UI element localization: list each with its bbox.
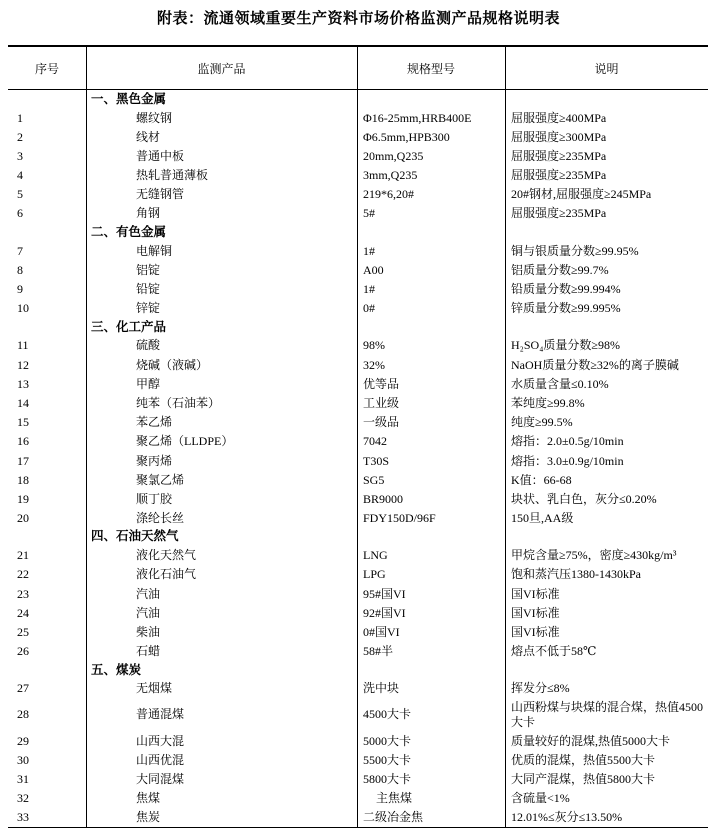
spec-cell: 3mm,Q235 [363, 168, 418, 183]
spec-cell: 5800大卡 [363, 771, 412, 786]
desc-cell: 熔点不低于58℃ [511, 644, 597, 659]
index-cell: 13 [17, 376, 29, 391]
product-cell: 山西大混 [136, 733, 185, 748]
index-cell: 6 [17, 206, 23, 221]
spec-cell: 0#国VI [363, 625, 400, 640]
column-divider [86, 47, 87, 828]
desc-cell: 水质量含量≤0.10% [511, 376, 609, 391]
product-cell: 电解铜 [136, 243, 173, 258]
column-divider [357, 47, 358, 828]
spec-cell: 优等品 [363, 376, 400, 391]
spec-cell: T30S [363, 453, 390, 468]
spec-cell: 工业级 [363, 395, 400, 410]
product-cell: 顺丁胶 [136, 491, 173, 506]
desc-cell: 屈服强度≥235MPa [511, 148, 607, 163]
index-cell: 26 [17, 644, 29, 659]
column-header-index: 序号 [34, 61, 59, 76]
index-cell: 2 [17, 129, 23, 144]
desc-cell: 挥发分≤8% [511, 681, 570, 696]
desc-cell: 块状、乳白色，灰分≤0.20% [511, 491, 657, 506]
index-cell: 31 [17, 771, 29, 786]
product-cell: 硫酸 [136, 338, 161, 353]
index-cell: 23 [17, 586, 29, 601]
index-cell: 18 [17, 472, 29, 487]
desc-cell: 国VI标准 [511, 605, 560, 620]
desc-cell: 苯纯度≥99.8% [511, 395, 585, 410]
product-cell: 二、有色金属 [91, 224, 167, 239]
product-cell: 螺纹钢 [136, 110, 173, 125]
desc-cell: 饱和蒸汽压1380-1430kPa [511, 567, 641, 582]
spec-cell: 32% [363, 357, 385, 372]
product-cell: 液化天然气 [136, 548, 197, 563]
product-cell: 山西优混 [136, 752, 185, 767]
desc-cell: K值：66-68 [511, 472, 572, 487]
index-cell: 7 [17, 243, 23, 258]
column-divider [505, 47, 506, 828]
spec-cell: 5000大卡 [363, 733, 412, 748]
desc-cell: 铅质量分数≥99.994% [511, 282, 621, 297]
index-cell: 30 [17, 752, 29, 767]
spec-cell: LPG [363, 567, 386, 582]
index-cell: 14 [17, 395, 29, 410]
spec-cell: Φ16-25mm,HRB400E [363, 110, 472, 125]
spec-cell: 219*6,20# [363, 187, 414, 202]
index-cell: 9 [17, 282, 23, 297]
spec-cell: FDY150D/96F [363, 511, 436, 526]
spec-cell: Φ6.5mm,HPB300 [363, 129, 450, 144]
desc-cell: 屈服强度≥235MPa [511, 206, 607, 221]
product-cell: 铝锭 [136, 262, 161, 277]
index-cell: 24 [17, 605, 29, 620]
product-cell: 石蜡 [136, 644, 161, 659]
desc-cell: 150旦,AA级 [511, 511, 574, 526]
desc-cell: 优质的混煤，热值5500大卡 [511, 752, 656, 767]
spec-cell: 一级品 [363, 415, 400, 430]
index-cell: 15 [17, 415, 29, 430]
index-cell: 25 [17, 625, 29, 640]
product-cell: 无缝钢管 [136, 187, 185, 202]
index-cell: 8 [17, 262, 23, 277]
page-title: 附表：流通领域重要生产资料市场价格监测产品规格说明表 [156, 11, 560, 27]
desc-cell: 屈服强度≥300MPa [511, 129, 607, 144]
index-cell: 20 [17, 511, 29, 526]
spec-cell: 5500大卡 [363, 752, 412, 767]
column-header-spec: 规格型号 [406, 61, 455, 76]
column-header-desc: 说明 [594, 61, 619, 76]
index-cell: 29 [17, 733, 29, 748]
spec-cell: BR9000 [363, 491, 404, 506]
product-cell: 大同混煤 [136, 771, 185, 786]
desc-cell: 国VI标准 [511, 625, 560, 640]
product-cell: 聚乙烯（LLDPE） [136, 434, 234, 449]
product-cell: 甲醇 [136, 376, 161, 391]
product-cell: 柴油 [136, 625, 161, 640]
product-cell: 普通混煤 [136, 707, 185, 722]
product-cell: 纯苯（石油苯） [136, 395, 221, 410]
spec-cell: 5# [363, 206, 375, 221]
desc-cell: 屈服强度≥235MPa [511, 168, 607, 183]
product-cell: 一、黑色金属 [91, 91, 167, 106]
spec-cell: 0# [363, 301, 375, 316]
product-cell: 五、煤炭 [91, 662, 142, 677]
product-cell: 焦炭 [136, 810, 161, 825]
product-cell: 焦煤 [136, 791, 161, 806]
desc-cell: 质量较好的混煤,热值5000大卡 [511, 733, 671, 748]
desc-cell: 锌质量分数≥99.995% [511, 301, 621, 316]
index-cell: 16 [17, 434, 29, 449]
desc-cell: 12.01%≤灰分≤13.50% [511, 810, 623, 825]
product-cell: 烧碱（液碱） [136, 357, 209, 372]
desc-cell: H₂SO₄质量分数≥98% [511, 338, 620, 353]
product-cell: 聚氯乙烯 [136, 472, 185, 487]
product-cell: 普通中板 [136, 148, 185, 163]
product-cell: 四、石油天然气 [91, 529, 179, 544]
index-cell: 1 [17, 110, 23, 125]
desc-cell: 山西粉煤与块煤的混合煤，热值4500大卡 [511, 700, 704, 729]
spec-cell: 1# [363, 282, 375, 297]
product-cell: 汽油 [136, 586, 161, 601]
spec-cell: 二级冶金焦 [363, 810, 424, 825]
desc-cell: 铜与银质量分数≥99.95% [511, 243, 639, 258]
product-cell: 液化石油气 [136, 567, 197, 582]
desc-cell: 国VI标准 [511, 586, 560, 601]
index-cell: 33 [17, 810, 29, 825]
index-cell: 19 [17, 491, 29, 506]
index-cell: 22 [17, 567, 29, 582]
product-cell: 汽油 [136, 605, 161, 620]
spec-cell: 4500大卡 [363, 707, 412, 722]
product-cell: 角钢 [136, 206, 161, 221]
index-cell: 21 [17, 548, 29, 563]
index-cell: 11 [17, 338, 29, 353]
product-cell: 铅锭 [136, 282, 161, 297]
desc-cell: 纯度≥99.5% [511, 415, 573, 430]
spec-cell: LNG [363, 548, 388, 563]
product-cell: 涤纶长丝 [136, 511, 185, 526]
index-cell: 28 [17, 707, 29, 722]
desc-cell: 铝质量分数≥99.7% [511, 262, 609, 277]
product-cell: 聚丙烯 [136, 453, 173, 468]
index-cell: 32 [17, 791, 29, 806]
spec-cell: 98% [363, 338, 385, 353]
desc-cell: 20#钢材,屈服强度≥245MPa [511, 187, 652, 202]
spec-cell: 58#半 [363, 644, 394, 659]
product-cell: 热轧普通薄板 [136, 168, 209, 183]
spec-table [8, 45, 708, 828]
spec-cell: 洗中块 [363, 681, 400, 696]
desc-cell: NaOH质量分数≥32%的离子膜碱 [511, 357, 679, 372]
spec-cell: A00 [363, 262, 384, 277]
spec-cell: 1# [363, 243, 375, 258]
desc-cell: 含硫量<1% [511, 791, 570, 806]
spec-cell: 主焦煤 [376, 791, 413, 806]
spec-cell: 95#国VI [363, 586, 406, 601]
desc-cell: 甲烷含量≥75%，密度≥430kg/m³ [511, 548, 677, 563]
index-cell: 12 [17, 357, 29, 372]
index-cell: 5 [17, 187, 23, 202]
spec-cell: 7042 [363, 434, 387, 449]
index-cell: 4 [17, 168, 23, 183]
desc-cell: 屈服强度≥400MPa [511, 110, 607, 125]
desc-cell: 熔指：3.0±0.9g/10min [511, 453, 624, 468]
index-cell: 17 [17, 453, 29, 468]
desc-cell: 熔指：2.0±0.5g/10min [511, 434, 624, 449]
spec-cell: 92#国VI [363, 605, 406, 620]
index-cell: 10 [17, 301, 29, 316]
spec-cell: SG5 [363, 472, 385, 487]
desc-cell: 大同产混煤，热值5800大卡 [511, 771, 656, 786]
index-cell: 3 [17, 148, 23, 163]
product-cell: 三、化工产品 [91, 319, 167, 334]
column-header-product: 监测产品 [197, 61, 246, 76]
product-cell: 无烟煤 [136, 681, 173, 696]
index-cell: 27 [17, 681, 29, 696]
spec-cell: 20mm,Q235 [363, 148, 424, 163]
product-cell: 线材 [136, 129, 161, 144]
product-cell: 苯乙烯 [136, 415, 173, 430]
product-cell: 锌锭 [136, 301, 161, 316]
